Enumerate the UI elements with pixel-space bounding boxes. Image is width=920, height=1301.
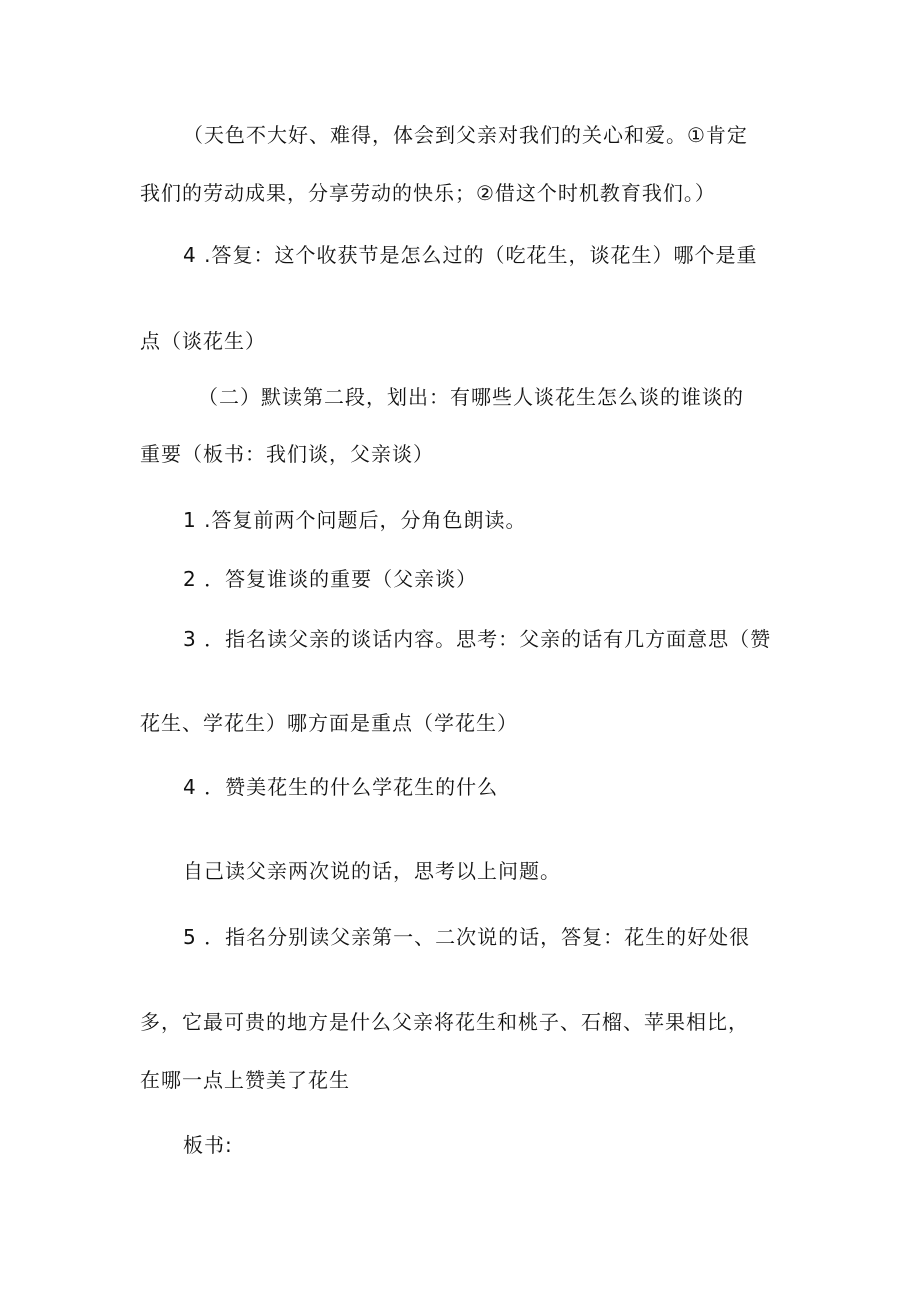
- text-line-4: 点（谈花生）: [140, 329, 266, 353]
- text-line-5: （二）默读第二段，划出：有哪些人谈花生怎么谈的谁谈的: [198, 385, 744, 409]
- text-line-3: 4 .答复：这个收获节是怎么过的（吃花生，谈花生）哪个是重: [183, 243, 758, 267]
- text-line-8: 2 ．答复谁谈的重要（父亲谈）: [183, 567, 478, 591]
- text-line-14: 多，它最可贵的地方是什么父亲将花生和桃子、石榴、苹果相比，: [140, 1010, 749, 1034]
- text-line-16: 板书:: [183, 1133, 233, 1157]
- text-line-13: 5 ．指名分别读父亲第一、二次说的话，答复：花生的好处很: [183, 925, 751, 949]
- text-line-9: 3 ．指名读父亲的谈话内容。思考：父亲的话有几方面意思（赞: [183, 627, 772, 651]
- text-line-6: 重要（板书：我们谈，父亲谈）: [140, 442, 434, 466]
- text-line-2: 我们的劳动成果，分享劳动的快乐；②借这个时机教育我们。）: [140, 181, 716, 205]
- text-line-11: 4 ．赞美花生的什么学花生的什么: [183, 775, 499, 799]
- text-line-12: 自己读父亲两次说的话，思考以上问题。: [183, 859, 561, 883]
- text-line-10: 花生、学花生）哪方面是重点（学花生）: [140, 711, 518, 735]
- text-line-1: （天色不大好、难得，体会到父亲对我们的关心和爱。①肯定: [183, 123, 748, 147]
- text-line-7: 1 .答复前两个问题后，分角色朗读。: [183, 508, 527, 532]
- text-line-15: 在哪一点上赞美了花生: [140, 1068, 350, 1092]
